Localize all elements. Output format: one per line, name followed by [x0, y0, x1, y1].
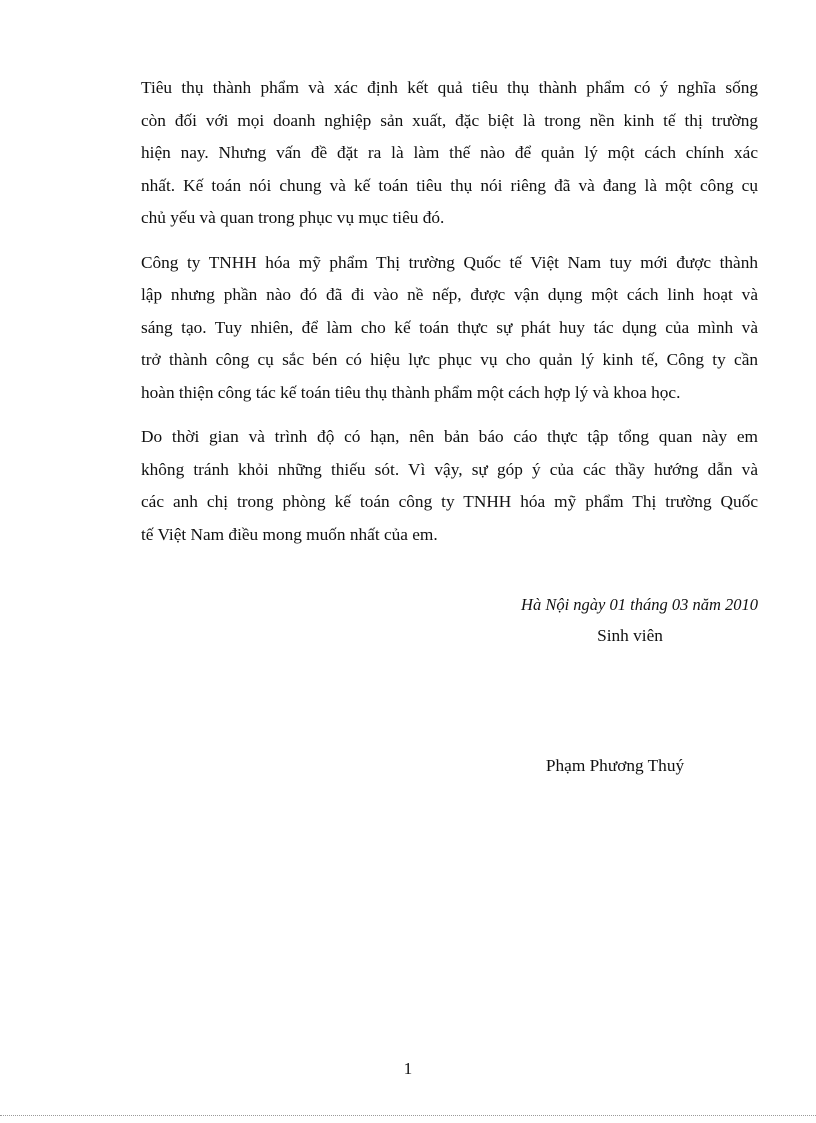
paragraph-line: trở thành công cụ sắc bén có hiệu lực phục vụ cho quản lý kinh tế, Công ty cần — [141, 350, 758, 369]
paragraph-line: các anh chị trong phòng kế toán công ty TNHH hóa mỹ phẩm Thị trường Quốc — [141, 492, 758, 511]
page-bottom-divider — [0, 1115, 816, 1116]
paragraph-line: Do thời gian và trình độ có hạn, nên bản báo cáo thực tập tổng quan này em — [141, 427, 758, 446]
signature-name: Phạm Phương Thuý — [545, 756, 685, 775]
paragraph-line: chủ yếu và quan trong phục vụ mục tiêu đó. — [141, 208, 445, 227]
paragraph-1 — [141, 72, 758, 235]
paragraph-line: còn đối với mọi doanh nghiệp sản xuất, đặc biệt là trong nền kinh tế thị trường — [141, 110, 758, 130]
paragraph-line: lập nhưng phần nào đó đã đi vào nề nếp, được vận dụng một cách linh hoạt và — [141, 285, 758, 304]
paragraph-3 — [141, 421, 758, 551]
paragraph-line: không tránh khỏi những thiếu sót. Vì vậy, sự góp ý của các thầy hướng dẫn và — [141, 459, 758, 479]
paragraph-2 — [141, 247, 758, 410]
paragraph-line: nhất. Kế toán nói chung và kế toán tiêu thụ nói riêng đã và đang là một công cụ — [141, 175, 758, 195]
signature-role: Sinh viên — [597, 626, 663, 645]
paragraph-line: Công ty TNHH hóa mỹ phẩm Thị trường Quốc tế Việt Nam tuy mới được thành — [141, 252, 758, 272]
paragraph-line: hoàn thiện công tác kế toán tiêu thụ thành phẩm một cách hợp lý và khoa học. — [141, 382, 681, 402]
paragraph-line: tế Việt Nam điều mong muốn nhất của em. — [141, 524, 438, 544]
paragraph-line: Tiêu thụ thành phẩm và xác định kết quả tiêu thụ thành phẩm có ý nghĩa sống — [141, 78, 758, 97]
signature-date: Hà Nội ngày 01 tháng 03 năm 2010 — [521, 595, 758, 614]
paragraph-line: sáng tạo. Tuy nhiên, để làm cho kế toán thực sự phát huy tác dụng của mình và — [141, 317, 758, 337]
body-text — [141, 72, 758, 563]
page-number: 1 — [403, 1059, 413, 1078]
paragraph-line: hiện nay. Nhưng vấn đề đặt ra là làm thế nào để quản lý một cách chính xác — [141, 143, 758, 162]
